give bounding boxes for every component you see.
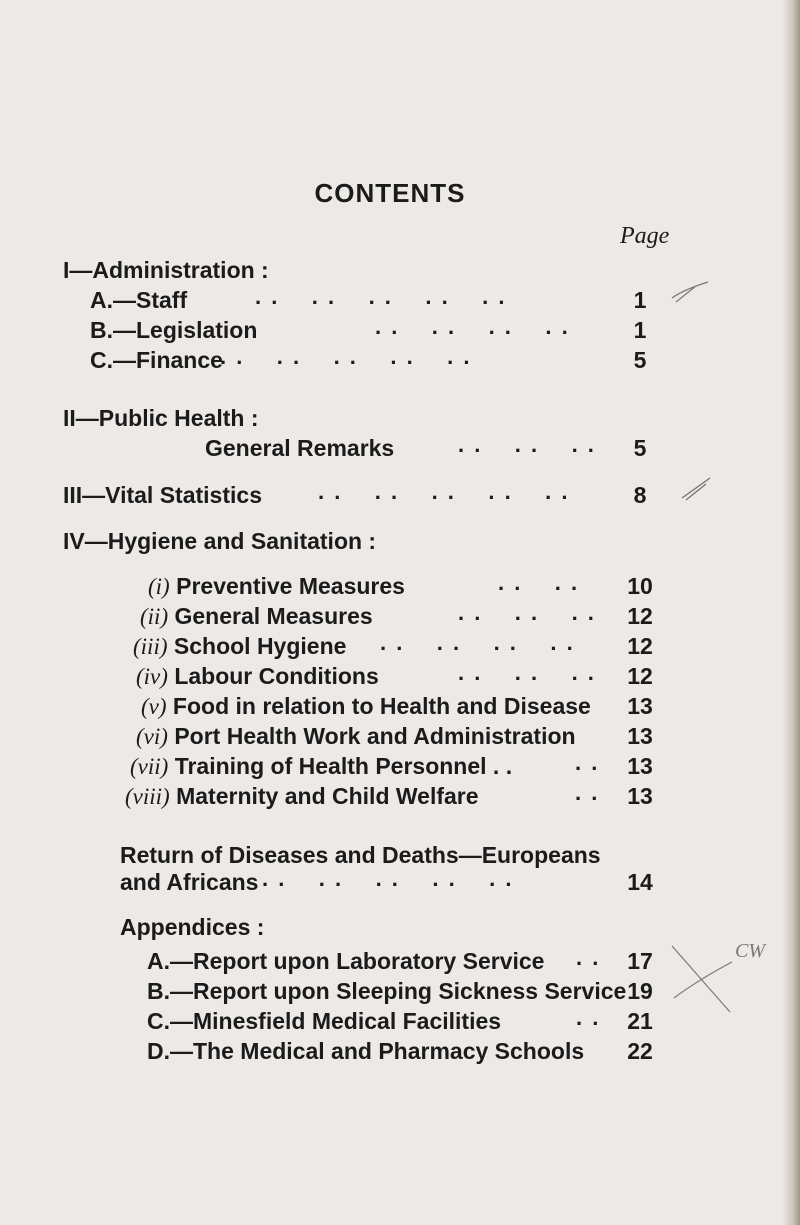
toc-entry-appendix-d: D.—The Medical and Pharmacy Schools [147, 1038, 585, 1064]
pencil-tick-mark [668, 278, 718, 308]
toc-page-number: 1 [633, 287, 647, 313]
page-edge-shadow [782, 0, 800, 1225]
leader-dots: . . . . . . . . . . [262, 866, 514, 891]
toc-page-number: 1 [633, 317, 647, 343]
roman-numeral: (vii) [130, 754, 169, 779]
toc-page-number: 14 [627, 869, 653, 895]
toc-entry-appendix-c: C.—Minesfield Medical Facilities [147, 1008, 502, 1034]
toc-entry-maternity [125, 783, 479, 810]
leader-dots: . . . . [498, 570, 580, 595]
toc-entry-legislation: B.—Legislation [90, 317, 258, 343]
toc-page-number: 5 [633, 435, 647, 461]
toc-label: School Hygiene [173, 633, 347, 659]
toc-page-number: 5 [633, 347, 647, 373]
roman-numeral: (iii) [133, 634, 168, 659]
toc-entry-general-remarks: General Remarks [205, 435, 395, 461]
toc-entry-food-health [141, 693, 591, 720]
toc-page-number: 13 [627, 693, 653, 719]
toc-page-number: 12 [627, 663, 653, 689]
toc-label: Training of Health Personnel [174, 753, 487, 779]
roman-numeral: (i) [148, 574, 170, 599]
leader-dots: . . [576, 945, 601, 970]
toc-page-number: 19 [627, 978, 653, 1004]
toc-entry-return-diseases: Return of Diseases and Deaths—Europeans [120, 842, 601, 868]
toc-page-number: 13 [627, 753, 653, 779]
toc-page-number: 13 [627, 783, 653, 809]
page-title: CONTENTS [314, 178, 466, 208]
toc-entry-training: (vii) Training of Health Personnel . . [130, 753, 513, 779]
roman-numeral: (iv) [136, 664, 168, 689]
leader-dots: . . [575, 750, 600, 775]
section-heading-vital-statistics: III—Vital Statistics [63, 482, 262, 508]
pencil-tick-mark [680, 474, 720, 504]
toc-page-number: 10 [627, 573, 653, 599]
toc-entry-preventive-measures [148, 573, 405, 600]
section-heading-hygiene: IV—Hygiene and Sanitation : [63, 528, 377, 554]
handwritten-note: CW [735, 940, 765, 962]
roman-numeral: (v) [141, 694, 167, 719]
toc-entry-appendix-b: B.—Report upon Sleeping Sickness Service [147, 978, 627, 1004]
leader-dots: . . . . . . . . [375, 314, 570, 339]
toc-page-number: 17 [627, 948, 653, 974]
roman-numeral: (vi) [136, 724, 168, 749]
leader-dots: . . [576, 1005, 601, 1030]
toc-page-number: 8 [633, 482, 647, 508]
toc-page-number: 21 [627, 1008, 653, 1034]
leader-dots: . . . . . . [458, 660, 596, 685]
toc-label: Labour Conditions [174, 663, 379, 689]
leader-dots: . . . . . . [458, 600, 596, 625]
toc-label: Port Health Work and Administration [174, 723, 576, 749]
leader-dots: . . [575, 780, 600, 805]
toc-label: Maternity and Child Welfare [176, 783, 479, 809]
toc-entry-appendix-a: A.—Report upon Laboratory Service [147, 948, 545, 974]
section-heading-appendices: Appendices : [120, 914, 265, 940]
toc-entry-staff: A.—Staff [90, 287, 188, 313]
toc-page-number: 12 [627, 633, 653, 659]
toc-page-number: 12 [627, 603, 653, 629]
page-column-header: Page [620, 223, 670, 249]
toc-page-number: 13 [627, 723, 653, 749]
toc-entry-school-hygiene [133, 633, 346, 660]
toc-entry-labour-conditions [136, 663, 379, 690]
roman-numeral: (viii) [125, 784, 170, 809]
toc-entry-return-diseases-cont: and Africans [120, 869, 259, 895]
leader-dots: . . . . . . [458, 432, 596, 457]
toc-entry-general-measures [140, 603, 373, 630]
section-heading-public-health: II—Public Health : [63, 405, 259, 431]
leader-dots: . . . . . . . . [380, 630, 575, 655]
toc-label: Food in relation to Health and Disease [172, 693, 591, 719]
section-heading-administration: I—Administration : [63, 257, 269, 283]
leader-dots: . . . . . . . . . . [255, 284, 507, 309]
toc-entry-finance: C.—Finance [90, 347, 223, 373]
leader-dots: . . . . . . . . . . [318, 479, 570, 504]
toc-label: General Measures [174, 603, 373, 629]
roman-numeral: (ii) [140, 604, 169, 629]
toc-label: Preventive Measures [176, 573, 405, 599]
leader-dots: . . . . . . . . . . [220, 344, 472, 369]
toc-entry-port-health [136, 723, 576, 750]
toc-page-number: 22 [627, 1038, 653, 1064]
